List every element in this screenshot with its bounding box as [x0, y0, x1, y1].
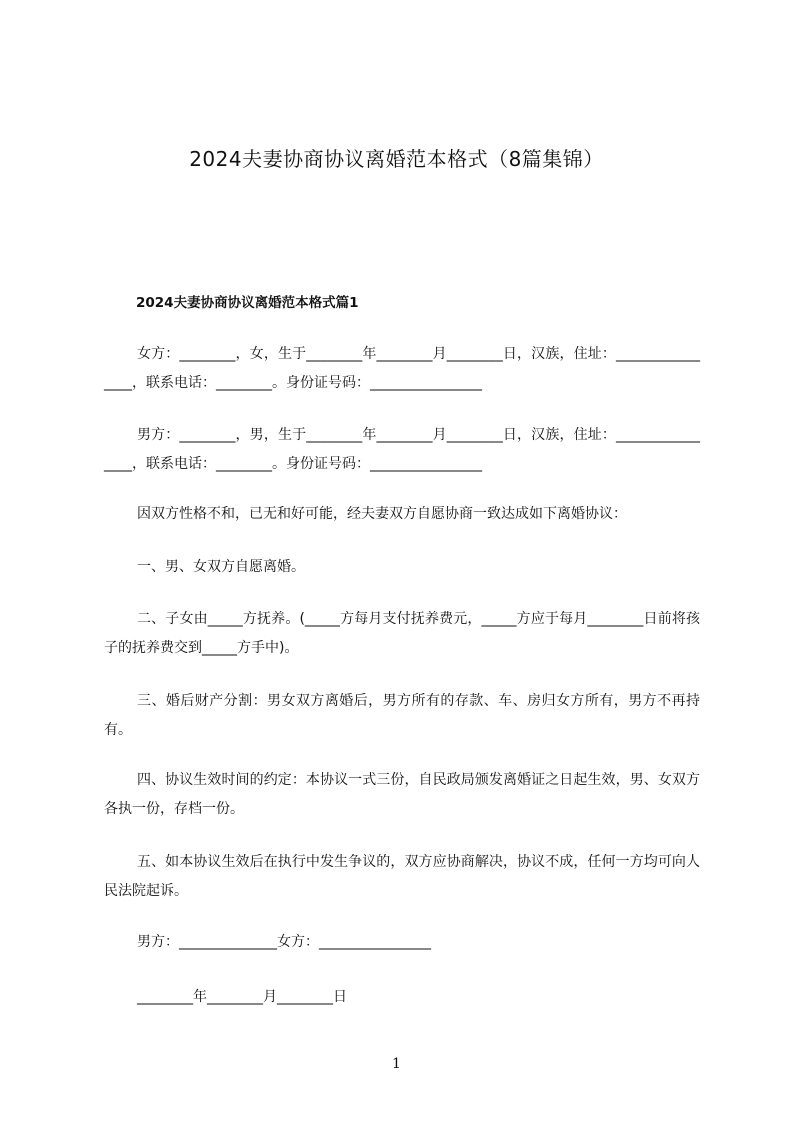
- page-title: 2024夫妻协商协议离婚范本格式（8篇集锦）: [189, 147, 604, 171]
- agreement-intro-paragraph: 因双方性格不和，已无和好可能，经夫妻双方自愿协商一致达成如下离婚协议：: [137, 506, 627, 522]
- date-line: ________年________月________日: [137, 989, 347, 1005]
- section-heading: 2024夫妻协商协议离婚范本格式篇1: [136, 295, 359, 311]
- clause-1-paragraph: 一、男、女双方自愿离婚。: [137, 559, 305, 575]
- clause-5-paragraph: 五、如本协议生效后在执行中发生争议的，双方应协商解决，协议不成，任何一方均可向人民法院起诉。: [104, 854, 700, 899]
- clause-3-paragraph: 三、婚后财产分割：男女双方离婚后，男方所有的存款、车、房归女方所有，男方不再持有。: [104, 693, 700, 738]
- party-female-paragraph: 女方：________，女，生于________年________月________日，汉族，住址：________________，联系电话：________。身份证号码：________________: [104, 346, 700, 391]
- page-number: 1: [392, 1056, 401, 1072]
- clause-2-paragraph: 二、子女由_____方抚养。(_____方每月支付抚养费元，_____方应于每月________日前将孩子的抚养费交到_____方手中)。: [104, 611, 700, 656]
- signature-line: 男方：______________女方：________________: [137, 934, 431, 950]
- clause-4-paragraph: 四、协议生效时间的约定：本协议一式三份，自民政局颁发离婚证之日起生效，男、女双方各执一份，存档一份。: [104, 772, 700, 817]
- party-male-paragraph: 男方：________，男，生于________年________月________日，汉族，住址：________________，联系电话：________。身份证号码：________________: [104, 427, 700, 472]
